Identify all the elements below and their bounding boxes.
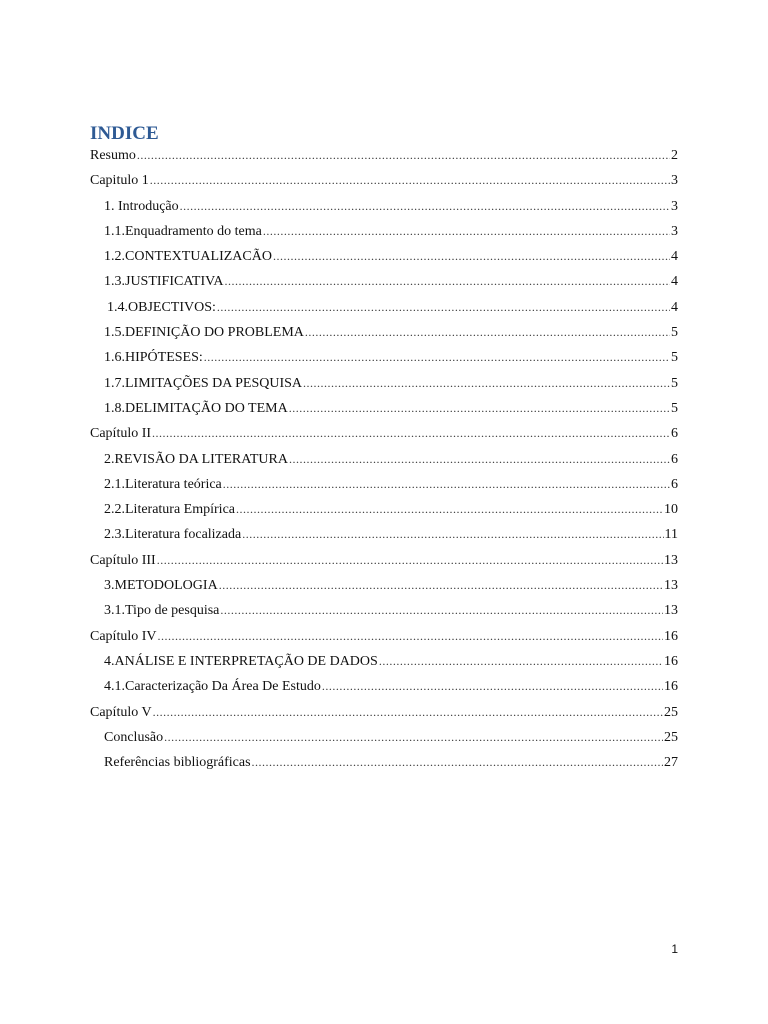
toc-entry-label: 1.4.OBJECTIVOS:	[107, 299, 216, 315]
toc-dot-leader	[158, 624, 664, 649]
toc-entry[interactable]	[90, 295, 678, 320]
toc-dot-leader	[152, 421, 670, 446]
toc-entry-label: 2.3.Literatura focalizada	[104, 527, 242, 543]
toc-entry[interactable]	[90, 624, 678, 649]
toc-entry-label: 2.1.Literatura teórica	[104, 476, 222, 492]
toc-entry[interactable]	[90, 472, 678, 497]
toc-entry-page: 16	[664, 679, 678, 695]
toc-entry[interactable]	[90, 700, 678, 725]
toc-entry-page: 4	[671, 299, 678, 315]
toc-entry-label: Referências bibliográficas	[104, 755, 251, 771]
toc-entry-page: 5	[671, 400, 678, 416]
toc-dot-leader	[322, 674, 663, 699]
toc-dot-leader	[219, 573, 663, 598]
toc-entry-page: 3	[671, 198, 678, 214]
toc-entry-page: 3	[671, 223, 678, 239]
toc-dot-leader	[153, 700, 663, 725]
toc-entry-label: 3.METODOLOGIA	[104, 578, 218, 594]
toc-entry-page: 6	[671, 426, 678, 442]
toc-entry-label: 1.6.HIPÓTESES:	[104, 350, 203, 366]
toc-entry[interactable]	[90, 143, 678, 168]
toc-entry[interactable]	[90, 649, 678, 674]
toc-entry[interactable]	[90, 447, 678, 472]
toc-entry-label: Resumo	[90, 148, 136, 163]
toc-entry[interactable]	[90, 522, 678, 547]
toc-dot-leader	[252, 750, 663, 775]
toc-entry-label: Capítulo II	[90, 426, 152, 442]
toc-entry-label: 1.2.CONTEXTUALIZACÃO	[104, 249, 272, 265]
toc-dot-leader	[223, 472, 670, 497]
toc-entry-page: 6	[671, 451, 678, 467]
toc-dot-leader	[379, 649, 663, 674]
toc-dot-leader	[225, 269, 670, 294]
toc-entry-label: 1. Introdução	[104, 198, 179, 214]
toc-entry-label: 4.ANÁLISE E INTERPRETAÇÃO DE DADOS	[104, 653, 378, 669]
toc-entry-label: 3.1.Tipo de pesquisa	[104, 603, 220, 619]
page-number: 1	[671, 942, 678, 956]
toc-entry-label: 1.7.LIMITAÇÕES DA PESQUISA	[104, 375, 303, 391]
toc-entry[interactable]	[90, 396, 678, 421]
toc-entry-label: 1.3.JUSTIFICATIVA	[104, 274, 224, 290]
toc-entry-label: Capítulo V	[90, 704, 152, 720]
toc-entry[interactable]	[90, 371, 678, 396]
toc-entry-page: 4	[671, 249, 678, 265]
toc-entry-label: 4.1.Caracterização Da Área De Estudo	[104, 679, 321, 695]
toc-dot-leader	[150, 168, 670, 193]
toc-entry-page: 5	[671, 325, 678, 341]
toc-dot-leader	[220, 598, 663, 623]
toc-entry-label: 2.2.Literatura Empírica	[104, 502, 235, 518]
toc-dot-leader	[217, 295, 670, 320]
toc-entry-page: 5	[671, 350, 678, 366]
toc-dot-leader	[137, 143, 670, 168]
toc-entry-page: 25	[664, 729, 678, 745]
toc-entry[interactable]	[90, 750, 678, 775]
toc-entry-label: Capítulo IV	[90, 628, 157, 644]
toc-entry[interactable]	[90, 421, 678, 446]
toc-entry-page: 11	[664, 527, 678, 543]
toc-dot-leader	[204, 345, 670, 370]
toc-dot-leader	[180, 194, 670, 219]
toc-dot-leader	[157, 548, 663, 573]
toc-dot-leader	[273, 244, 670, 269]
toc-entry-page: 3	[671, 173, 678, 189]
toc-entry[interactable]	[90, 573, 678, 598]
toc-dot-leader	[289, 396, 670, 421]
toc-dot-leader	[303, 371, 670, 396]
toc-entry[interactable]	[90, 598, 678, 623]
toc-entry[interactable]	[90, 320, 678, 345]
toc-dot-leader	[236, 497, 663, 522]
toc-entry-label: 1.5.DEFINIÇÃO DO PROBLEMA	[104, 325, 304, 341]
toc-entry-label: 2.REVISÃO DA LITERATURA	[104, 451, 288, 467]
toc-entry-page: 13	[664, 552, 678, 568]
toc-entry[interactable]	[90, 244, 678, 269]
toc-dot-leader	[242, 522, 663, 547]
toc-title: INDICE	[90, 123, 159, 144]
toc-entry-page: 13	[664, 578, 678, 594]
toc-entry-page: 10	[664, 502, 678, 518]
toc-dot-leader	[289, 447, 670, 472]
toc-entry-page: 6	[671, 476, 678, 492]
toc-entry-page: 16	[664, 653, 678, 669]
toc-entry-page: 5	[671, 375, 678, 391]
toc-entry[interactable]	[90, 269, 678, 294]
toc-dot-leader	[263, 219, 670, 244]
toc-entry[interactable]	[90, 548, 678, 573]
table-of-contents	[90, 143, 678, 775]
toc-entry[interactable]	[90, 345, 678, 370]
toc-entry-label: Capitulo 1	[90, 173, 149, 189]
toc-entry-page: 4	[671, 274, 678, 290]
toc-entry-label: Conclusão	[104, 729, 164, 745]
toc-dot-leader	[305, 320, 670, 345]
toc-entry-page: 13	[664, 603, 678, 619]
toc-entry[interactable]	[90, 194, 678, 219]
toc-entry-page: 27	[664, 755, 678, 771]
toc-entry-page: 16	[664, 628, 678, 644]
toc-entry[interactable]	[90, 497, 678, 522]
toc-entry-page: 2	[671, 148, 678, 163]
toc-entry-page: 25	[664, 704, 678, 720]
toc-entry[interactable]	[90, 168, 678, 193]
toc-entry-label: 1.1.Enquadramento do tema	[104, 223, 262, 239]
toc-entry-label: 1.8.DELIMITAÇÃO DO TEMA	[104, 400, 288, 416]
toc-entry-label: Capítulo III	[90, 552, 156, 568]
toc-entry[interactable]	[90, 219, 678, 244]
toc-dot-leader	[164, 725, 663, 750]
toc-entry[interactable]	[90, 725, 678, 750]
toc-entry[interactable]	[90, 674, 678, 699]
